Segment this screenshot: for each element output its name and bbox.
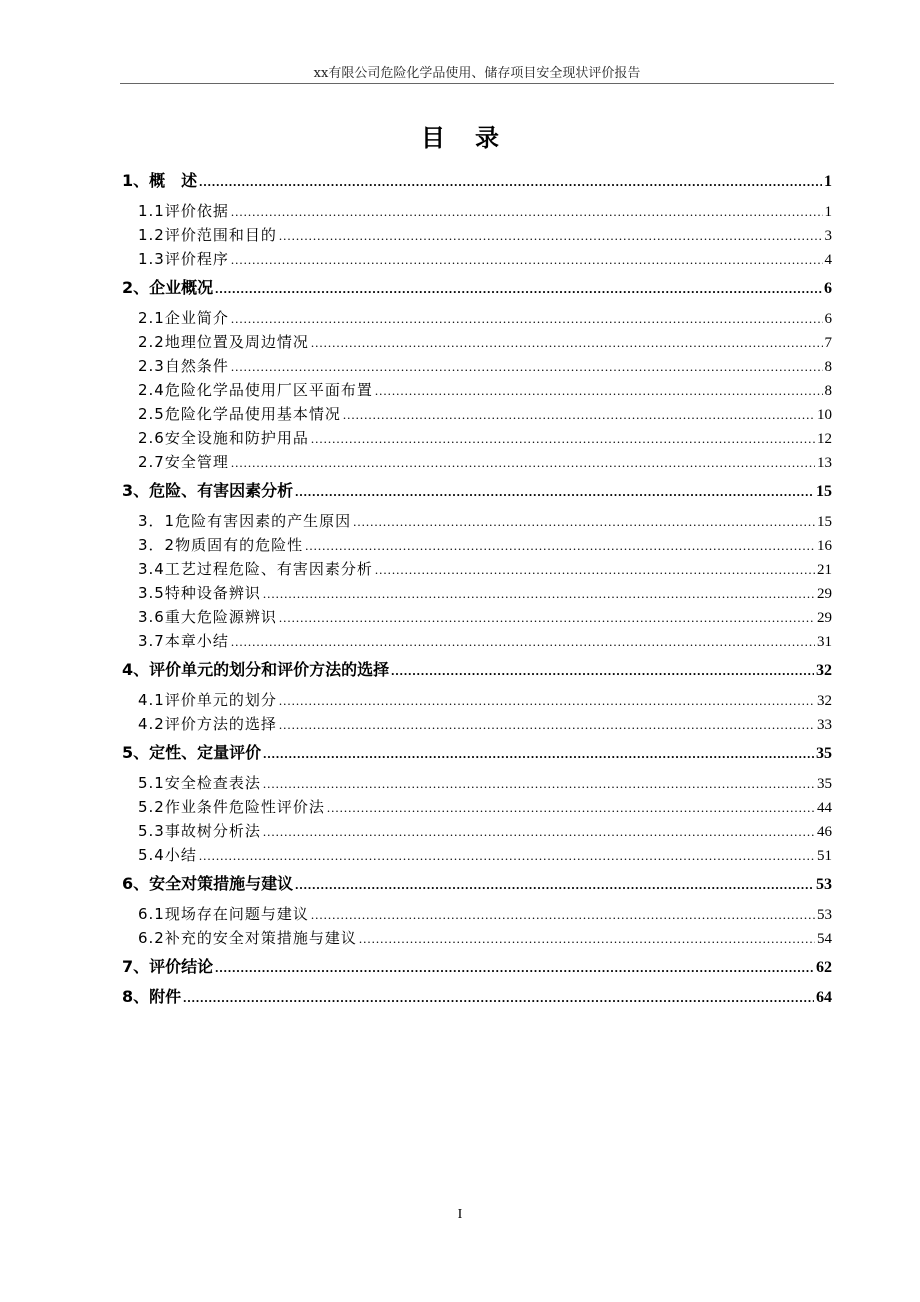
- toc-entry-label: 2.1企业简介: [138, 309, 229, 327]
- toc-entry-page: 8: [824, 383, 832, 399]
- toc-section-entry[interactable]: [122, 509, 832, 533]
- toc-chapter-entry[interactable]: [122, 740, 832, 766]
- toc-section-entry[interactable]: [122, 450, 832, 474]
- toc-entry-label: 1.1评价依据: [138, 202, 229, 220]
- toc-dot-leader: [295, 478, 814, 504]
- running-header: xx有限公司危险化学品使用、储存项目安全现状评价报告: [313, 66, 641, 81]
- toc-entry-page: 7: [824, 335, 832, 351]
- header-divider: [120, 83, 834, 84]
- toc-entry-page: 51: [817, 848, 832, 864]
- toc-entry-page: 1: [824, 173, 832, 190]
- toc-dot-leader: [305, 533, 815, 557]
- toc-section-entry[interactable]: [122, 557, 832, 581]
- toc-entry-label: 3.6重大危险源辨识: [138, 608, 277, 626]
- toc-entry-label: 5.1安全检查表法: [138, 774, 261, 792]
- toc-entry-page: 32: [816, 662, 832, 679]
- toc-entry-page: 53: [816, 876, 832, 893]
- toc-chapter-entry[interactable]: [122, 984, 832, 1010]
- toc-section-entry[interactable]: [122, 712, 832, 736]
- toc-dot-leader: [263, 771, 815, 795]
- toc-entry-page: 29: [817, 586, 832, 602]
- toc-entry-page: 32: [817, 693, 832, 709]
- toc-section-entry[interactable]: [122, 199, 832, 223]
- toc-dot-leader: [375, 557, 815, 581]
- toc-entry-page: 8: [824, 359, 832, 375]
- toc-entry-label: 6、安全对策措施与建议: [122, 874, 294, 893]
- toc-dot-leader: [231, 629, 815, 653]
- toc-chapter-entry[interactable]: [122, 275, 832, 301]
- toc-dot-leader: [279, 688, 815, 712]
- toc-entry-label: 5、定性、定量评价: [122, 743, 262, 762]
- toc-section-entry[interactable]: [122, 819, 832, 843]
- toc-entry-label: 5.2作业条件危险性评价法: [138, 798, 325, 816]
- toc-dot-leader: [343, 402, 815, 426]
- toc-entry-page: 12: [817, 431, 832, 447]
- toc-dot-leader: [231, 450, 815, 474]
- toc-entry-label: 5.4小结: [138, 846, 197, 864]
- toc-chapter-entry[interactable]: [122, 478, 832, 504]
- toc-dot-leader: [279, 223, 823, 247]
- toc-entry-page: 4: [824, 252, 832, 268]
- table-of-contents: [122, 168, 832, 1010]
- toc-dot-leader: [183, 984, 814, 1010]
- toc-entry-label: 2.2地理位置及周边情况: [138, 333, 309, 351]
- toc-entry-page: 46: [817, 824, 832, 840]
- toc-section-entry[interactable]: [122, 581, 832, 605]
- toc-section-entry[interactable]: [122, 426, 832, 450]
- toc-dot-leader: [199, 843, 815, 867]
- toc-entry-label: 2、企业概况: [122, 278, 214, 297]
- toc-entry-label: 7、评价结论: [122, 957, 214, 976]
- toc-entry-label: 2.6安全设施和防护用品: [138, 429, 309, 447]
- toc-entry-label: 1.3评价程序: [138, 250, 229, 268]
- toc-entry-label: 3.5特种设备辨识: [138, 584, 261, 602]
- toc-entry-label: 4.2评价方法的选择: [138, 715, 277, 733]
- page-number: I: [457, 1207, 463, 1222]
- toc-dot-leader: [263, 740, 814, 766]
- toc-section-entry[interactable]: [122, 688, 832, 712]
- toc-section-entry[interactable]: [122, 926, 832, 950]
- toc-entry-page: 6: [824, 311, 832, 327]
- toc-dot-leader: [279, 712, 815, 736]
- toc-entry-page: 29: [817, 610, 832, 626]
- toc-section-entry[interactable]: [122, 902, 832, 926]
- toc-dot-leader: [215, 954, 814, 980]
- toc-chapter-entry[interactable]: [122, 168, 832, 194]
- toc-dot-leader: [279, 605, 815, 629]
- toc-chapter-entry[interactable]: [122, 871, 832, 897]
- toc-entry-label: 3.4工艺过程危险、有害因素分析: [138, 560, 373, 578]
- toc-dot-leader: [311, 902, 815, 926]
- toc-entry-page: 6: [824, 280, 832, 297]
- toc-entry-label: 3．2物质固有的危险性: [138, 536, 304, 554]
- toc-dot-leader: [231, 199, 823, 223]
- toc-section-entry[interactable]: [122, 247, 832, 271]
- toc-entry-page: 3: [824, 228, 832, 244]
- toc-section-entry[interactable]: [122, 223, 832, 247]
- toc-dot-leader: [359, 926, 815, 950]
- toc-entry-label: 8、附件: [122, 987, 182, 1006]
- toc-section-entry[interactable]: [122, 605, 832, 629]
- toc-entry-page: 16: [817, 538, 832, 554]
- toc-dot-leader: [231, 354, 823, 378]
- toc-entry-label: 6.1现场存在问题与建议: [138, 905, 309, 923]
- toc-dot-leader: [311, 330, 823, 354]
- toc-entry-label: 2.7安全管理: [138, 453, 229, 471]
- toc-section-entry[interactable]: [122, 330, 832, 354]
- toc-section-entry[interactable]: [122, 354, 832, 378]
- toc-entry-page: 35: [817, 776, 832, 792]
- toc-entry-label: 3.7本章小结: [138, 632, 229, 650]
- toc-dot-leader: [327, 795, 815, 819]
- toc-section-entry[interactable]: [122, 306, 832, 330]
- toc-entry-page: 53: [817, 907, 832, 923]
- toc-entry-page: 13: [817, 455, 832, 471]
- toc-section-entry[interactable]: [122, 795, 832, 819]
- toc-dot-leader: [391, 657, 814, 683]
- toc-entry-label: 1、概 述: [122, 171, 198, 190]
- toc-entry-label: 5.3事故树分析法: [138, 822, 261, 840]
- toc-dot-leader: [263, 819, 815, 843]
- toc-entry-page: 54: [817, 931, 832, 947]
- toc-entry-label: 2.4危险化学品使用厂区平面布置: [138, 381, 373, 399]
- toc-section-entry[interactable]: [122, 533, 832, 557]
- toc-entry-label: 6.2补充的安全对策措施与建议: [138, 929, 357, 947]
- toc-dot-leader: [353, 509, 815, 533]
- toc-entry-page: 21: [817, 562, 832, 578]
- toc-entry-page: 10: [817, 407, 832, 423]
- toc-entry-label: 3、危险、有害因素分析: [122, 481, 294, 500]
- toc-entry-page: 33: [817, 717, 832, 733]
- toc-entry-label: 2.5危险化学品使用基本情况: [138, 405, 341, 423]
- toc-title: 目录: [421, 124, 529, 152]
- toc-section-entry[interactable]: [122, 629, 832, 653]
- toc-chapter-entry[interactable]: [122, 954, 832, 980]
- toc-dot-leader: [199, 168, 822, 194]
- toc-dot-leader: [311, 426, 815, 450]
- toc-dot-leader: [231, 247, 823, 271]
- toc-entry-page: 35: [816, 745, 832, 762]
- toc-section-entry[interactable]: [122, 843, 832, 867]
- toc-dot-leader: [231, 306, 823, 330]
- toc-section-entry[interactable]: [122, 378, 832, 402]
- toc-entry-page: 44: [817, 800, 832, 816]
- toc-entry-page: 1: [824, 204, 832, 220]
- toc-dot-leader: [375, 378, 823, 402]
- toc-entry-label: 4、评价单元的划分和评价方法的选择: [122, 660, 390, 679]
- toc-dot-leader: [295, 871, 814, 897]
- toc-entry-page: 15: [816, 483, 832, 500]
- toc-entry-page: 62: [816, 959, 832, 976]
- toc-entry-page: 64: [816, 989, 832, 1006]
- toc-dot-leader: [263, 581, 815, 605]
- toc-entry-label: 1.2评价范围和目的: [138, 226, 277, 244]
- toc-entry-label: 4.1评价单元的划分: [138, 691, 277, 709]
- toc-section-entry[interactable]: [122, 771, 832, 795]
- toc-entry-label: 2.3自然条件: [138, 357, 229, 375]
- toc-entry-label: 3．1危险有害因素的产生原因: [138, 512, 352, 530]
- toc-entry-page: 31: [817, 634, 832, 650]
- toc-section-entry[interactable]: [122, 402, 832, 426]
- toc-chapter-entry[interactable]: [122, 657, 832, 683]
- toc-dot-leader: [215, 275, 822, 301]
- toc-entry-page: 15: [817, 514, 832, 530]
